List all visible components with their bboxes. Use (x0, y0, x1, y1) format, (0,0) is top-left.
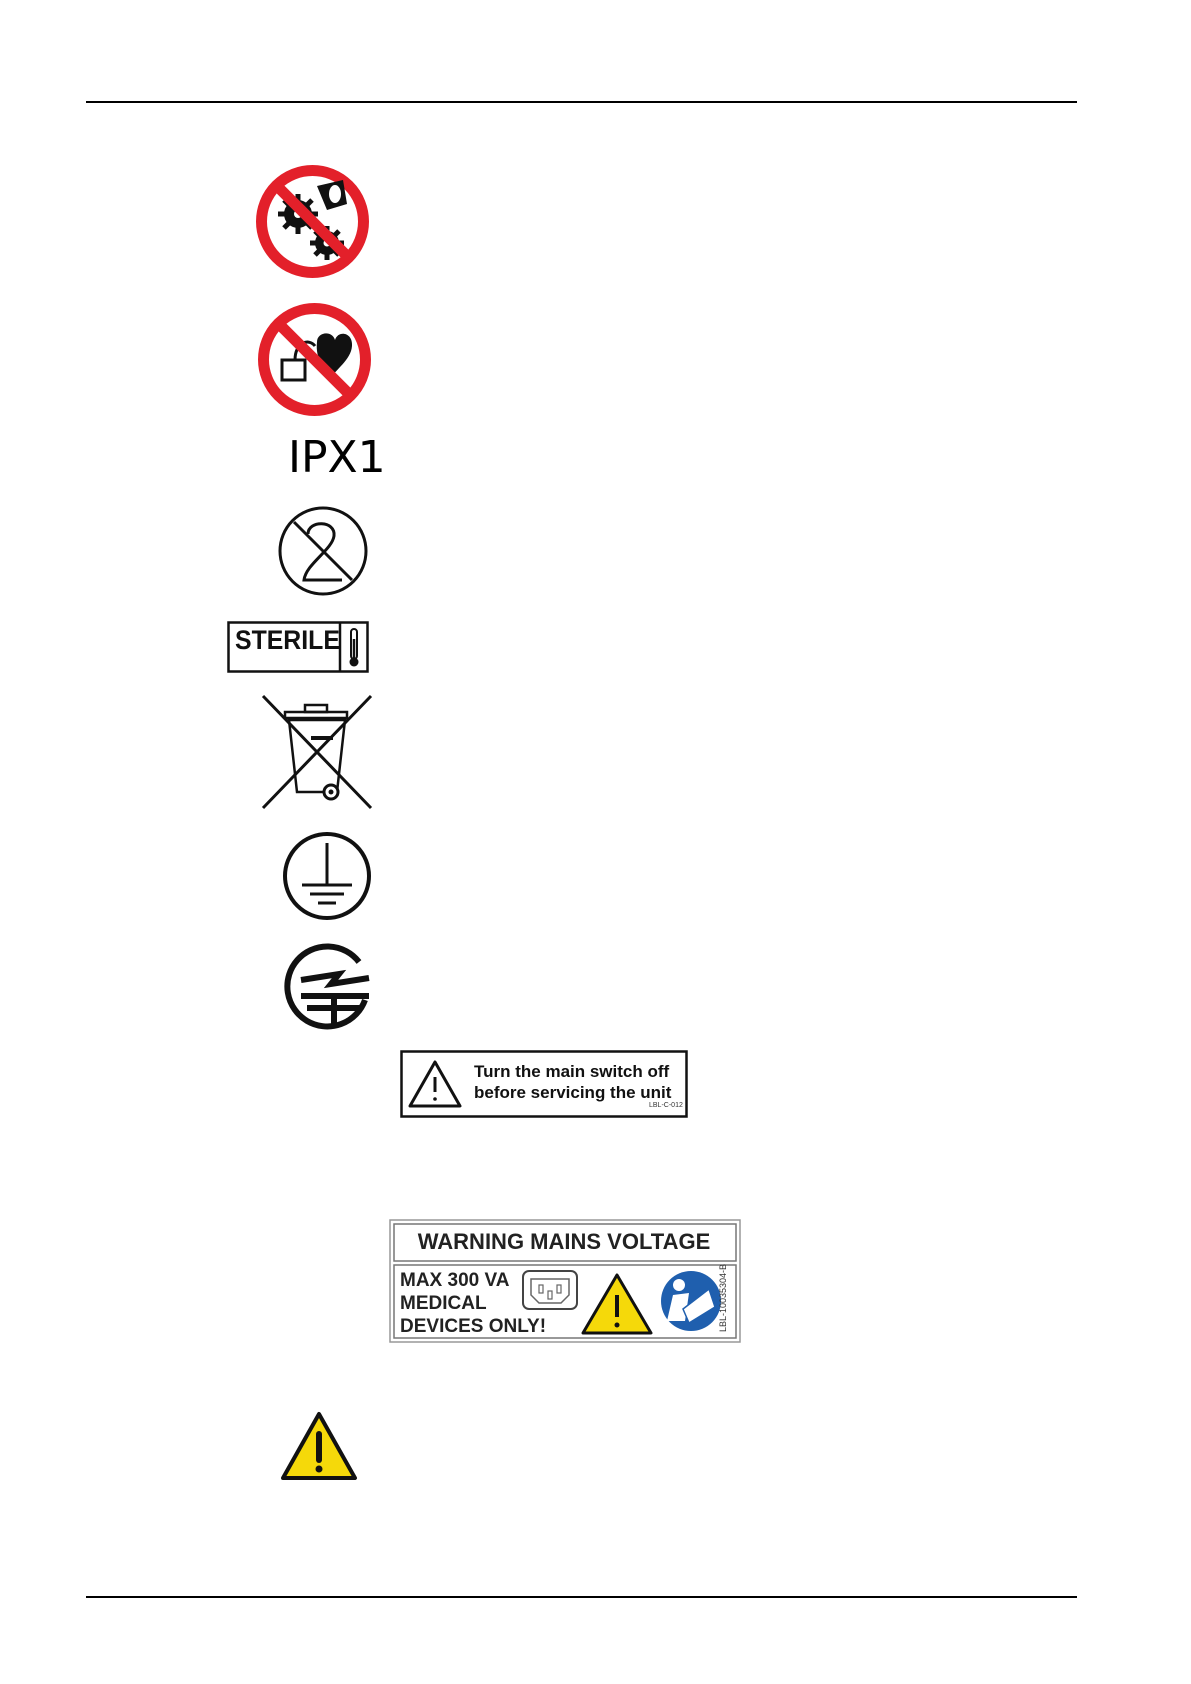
footer-rule (86, 1596, 1077, 1598)
protective-earth-icon (280, 829, 374, 923)
main-switch-label-code: LBL-C-012 (649, 1102, 683, 1109)
mains-voltage-title: WARNING MAINS VOLTAGE (417, 1229, 711, 1254)
main-switch-warning-text (474, 1061, 671, 1103)
radio-certification-icon (281, 938, 375, 1032)
general-warning-icon (279, 1410, 359, 1482)
ipx1-rating-label: IPX1 (288, 432, 386, 483)
sterile-text: STERILE (235, 625, 340, 655)
header-rule (86, 101, 1077, 103)
no-hands-near-gears-icon (255, 164, 370, 279)
no-pacemaker-icon (257, 302, 372, 417)
mains-voltage-line-1: MAX 300 VA (400, 1270, 510, 1291)
mains-voltage-line-2: MEDICAL (400, 1293, 487, 1314)
mains-voltage-label-code: LBL-10035304-B (718, 1263, 728, 1332)
main-switch-line-1: Turn the main switch off (474, 1062, 670, 1081)
main-switch-line-2: before servicing the unit (474, 1083, 672, 1102)
weee-crossed-bin-icon (261, 694, 373, 810)
do-not-reuse-icon (276, 504, 370, 598)
mains-voltage-line-3: DEVICES ONLY! (400, 1316, 547, 1337)
